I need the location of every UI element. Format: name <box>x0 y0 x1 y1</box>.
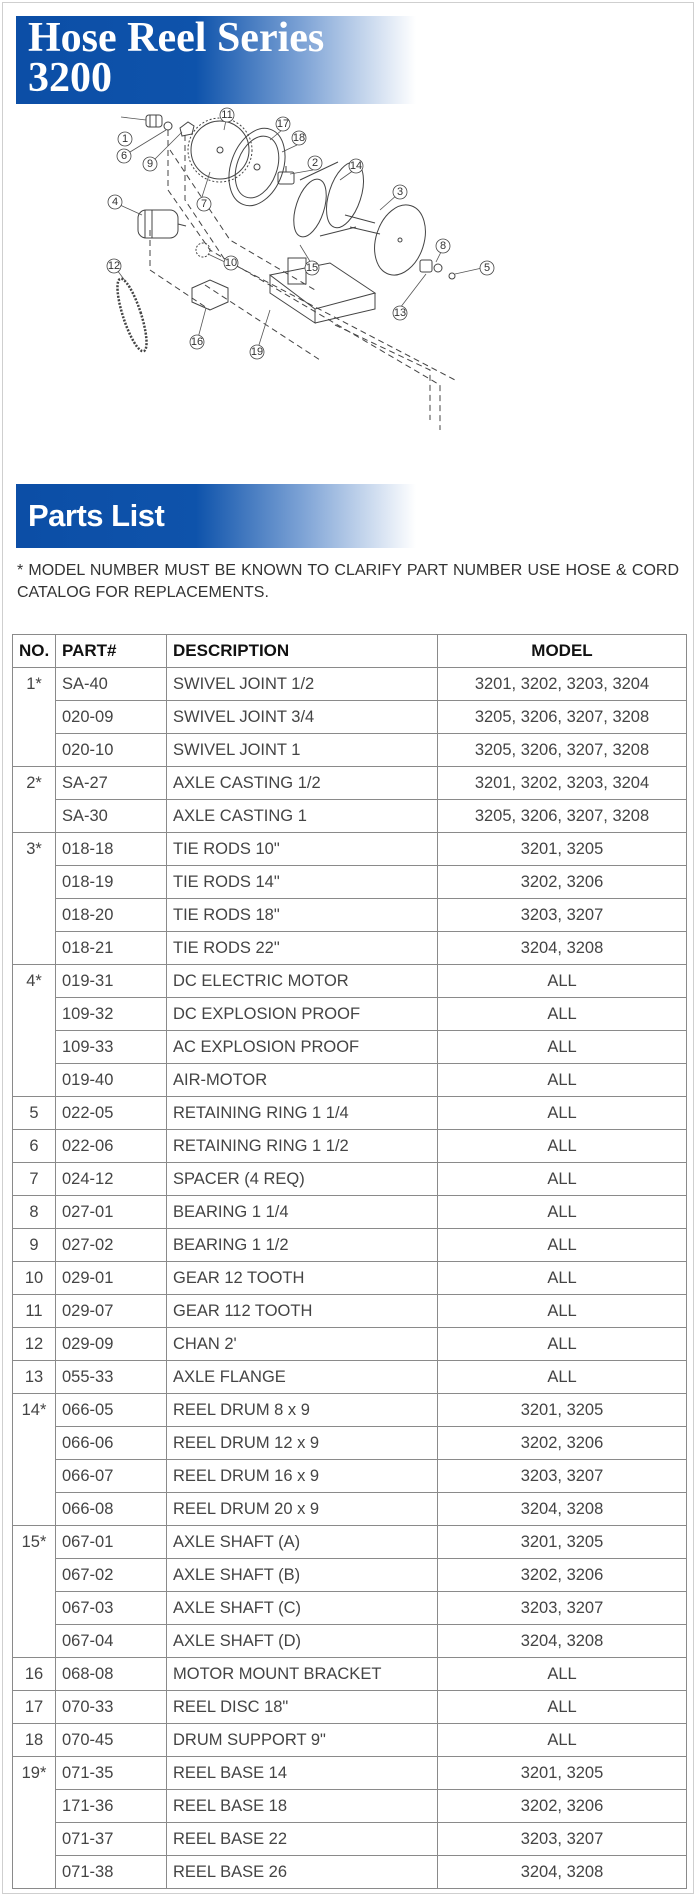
parts-table-header <box>13 635 687 668</box>
model-cell: 3203, 3207 <box>438 899 687 932</box>
model-cell: 3201, 3202, 3203, 3204 <box>438 767 687 800</box>
item-number-cell: 19* <box>13 1757 56 1790</box>
table-row <box>13 998 687 1031</box>
retaining-ring-part <box>164 122 172 130</box>
part-number-cell: 055-33 <box>56 1361 167 1394</box>
model-cell: 3204, 3208 <box>438 1493 687 1526</box>
description-cell: AC EXPLOSION PROOF <box>167 1031 438 1064</box>
callout-8: 8 <box>439 240 447 252</box>
callout-5: 5 <box>483 262 491 274</box>
item-number-cell <box>13 998 56 1031</box>
large-gear-part <box>188 118 252 182</box>
item-number-cell <box>13 734 56 767</box>
item-number-cell <box>13 1427 56 1460</box>
item-number-cell: 17 <box>13 1691 56 1724</box>
small-gear-part <box>196 243 210 257</box>
model-cell: ALL <box>438 965 687 998</box>
description-cell: REEL BASE 22 <box>167 1823 438 1856</box>
part-number-cell: 020-09 <box>56 701 167 734</box>
title-banner <box>16 16 416 104</box>
callout-17: 17 <box>276 118 290 130</box>
model-cell: ALL <box>438 1262 687 1295</box>
item-number-cell <box>13 1823 56 1856</box>
description-cell: REEL DRUM 12 x 9 <box>167 1427 438 1460</box>
parts-table <box>12 634 687 1889</box>
callout-12: 12 <box>107 260 121 272</box>
model-number-note: * MODEL NUMBER MUST BE KNOWN TO CLARIFY PART NUMBER USE HOSE & CORD CATALOG FOR REPLACEMENTS. <box>17 562 679 601</box>
description-cell: TIE RODS 22" <box>167 932 438 965</box>
model-cell: 3201, 3205 <box>438 1526 687 1559</box>
callout-4: 4 <box>111 196 119 208</box>
callout-16: 16 <box>190 336 204 348</box>
description-cell: AXLE SHAFT (C) <box>167 1592 438 1625</box>
table-row <box>13 965 687 998</box>
item-number-cell <box>13 866 56 899</box>
table-row <box>13 833 687 866</box>
description-cell: REEL DISC 18" <box>167 1691 438 1724</box>
part-number-cell: 029-01 <box>56 1262 167 1295</box>
table-row <box>13 932 687 965</box>
part-number-cell: 066-07 <box>56 1460 167 1493</box>
description-cell: CHAN 2' <box>167 1328 438 1361</box>
model-cell: ALL <box>438 1658 687 1691</box>
part-number-cell: 018-19 <box>56 866 167 899</box>
description-cell: GEAR 12 TOOTH <box>167 1262 438 1295</box>
table-row <box>13 767 687 800</box>
table-row <box>13 1328 687 1361</box>
table-row <box>13 866 687 899</box>
header-description: DESCRIPTION <box>167 635 438 668</box>
table-row <box>13 1856 687 1889</box>
retaining-ring-small-part <box>449 273 455 279</box>
part-number-cell: 171-36 <box>56 1790 167 1823</box>
callout-11: 11 <box>221 109 233 121</box>
table-row <box>13 1526 687 1559</box>
bearing-small-part <box>434 264 442 272</box>
description-cell: TIE RODS 10" <box>167 833 438 866</box>
item-number-cell <box>13 1031 56 1064</box>
item-number-cell: 7 <box>13 1163 56 1196</box>
description-cell: REEL DRUM 8 x 9 <box>167 1394 438 1427</box>
header-no: NO. <box>13 635 56 668</box>
model-cell: 3205, 3206, 3207, 3208 <box>438 701 687 734</box>
table-row <box>13 734 687 767</box>
model-cell: 3205, 3206, 3207, 3208 <box>438 734 687 767</box>
part-number-cell: 024-12 <box>56 1163 167 1196</box>
table-row <box>13 1163 687 1196</box>
item-number-cell <box>13 800 56 833</box>
part-number-cell: 068-08 <box>56 1658 167 1691</box>
description-cell: GEAR 112 TOOTH <box>167 1295 438 1328</box>
model-cell: ALL <box>438 1295 687 1328</box>
table-row <box>13 800 687 833</box>
model-cell: 3203, 3207 <box>438 1460 687 1493</box>
model-cell: 3205, 3206, 3207, 3208 <box>438 800 687 833</box>
table-row <box>13 1394 687 1427</box>
model-cell: 3204, 3208 <box>438 932 687 965</box>
description-cell: REEL BASE 26 <box>167 1856 438 1889</box>
table-row <box>13 1361 687 1394</box>
description-cell: AXLE SHAFT (B) <box>167 1559 438 1592</box>
item-number-cell <box>13 1856 56 1889</box>
part-number-cell: 022-05 <box>56 1097 167 1130</box>
description-cell: SWIVEL JOINT 3/4 <box>167 701 438 734</box>
parts-list-title: Parts List <box>28 498 165 533</box>
part-number-cell: 066-05 <box>56 1394 167 1427</box>
callout-1: 1 <box>121 133 129 145</box>
item-number-cell: 1* <box>13 668 56 701</box>
model-cell: ALL <box>438 1031 687 1064</box>
description-cell: MOTOR MOUNT BRACKET <box>167 1658 438 1691</box>
description-cell: AXLE CASTING 1/2 <box>167 767 438 800</box>
description-cell: AXLE SHAFT (D) <box>167 1625 438 1658</box>
part-number-cell: 070-45 <box>56 1724 167 1757</box>
description-cell: REEL DRUM 20 x 9 <box>167 1493 438 1526</box>
item-number-cell: 16 <box>13 1658 56 1691</box>
description-cell: BEARING 1 1/2 <box>167 1229 438 1262</box>
item-number-cell <box>13 1559 56 1592</box>
item-number-cell <box>13 1790 56 1823</box>
item-number-cell <box>13 932 56 965</box>
description-cell: REEL BASE 18 <box>167 1790 438 1823</box>
model-cell: ALL <box>438 1130 687 1163</box>
model-cell: ALL <box>438 1196 687 1229</box>
table-row <box>13 1460 687 1493</box>
part-number-cell: 067-03 <box>56 1592 167 1625</box>
part-number-cell: 018-21 <box>56 932 167 965</box>
item-number-cell: 9 <box>13 1229 56 1262</box>
part-number-cell: 070-33 <box>56 1691 167 1724</box>
table-row <box>13 1559 687 1592</box>
callout-circles <box>107 108 494 359</box>
part-number-cell: 067-01 <box>56 1526 167 1559</box>
description-cell: RETAINING RING 1 1/2 <box>167 1130 438 1163</box>
tie-rods-part <box>345 215 375 223</box>
model-cell: ALL <box>438 998 687 1031</box>
model-cell: 3201, 3205 <box>438 1394 687 1427</box>
model-cell: ALL <box>438 1229 687 1262</box>
model-cell: ALL <box>438 1163 687 1196</box>
page-title-line-1: Hose Reel Series <box>28 15 325 61</box>
part-number-cell: 019-31 <box>56 965 167 998</box>
model-cell: 3204, 3208 <box>438 1625 687 1658</box>
part-number-cell: 066-06 <box>56 1427 167 1460</box>
electric-motor-part <box>138 210 186 238</box>
assembly-guide-lines <box>150 130 455 430</box>
part-number-cell: 018-18 <box>56 833 167 866</box>
description-cell: DC ELECTRIC MOTOR <box>167 965 438 998</box>
model-cell: ALL <box>438 1064 687 1097</box>
description-cell: SWIVEL JOINT 1 <box>167 734 438 767</box>
table-row <box>13 1097 687 1130</box>
table-row <box>13 701 687 734</box>
callout-7: 7 <box>200 198 208 210</box>
model-cell: ALL <box>438 1328 687 1361</box>
table-row <box>13 1427 687 1460</box>
description-cell: AXLE SHAFT (A) <box>167 1526 438 1559</box>
description-cell: DC EXPLOSION PROOF <box>167 998 438 1031</box>
part-number-cell: 067-02 <box>56 1559 167 1592</box>
header-part: PART# <box>56 635 167 668</box>
model-cell: 3201, 3205 <box>438 1757 687 1790</box>
description-cell: SWIVEL JOINT 1/2 <box>167 668 438 701</box>
part-number-cell: 071-38 <box>56 1856 167 1889</box>
table-row <box>13 1130 687 1163</box>
description-cell: AXLE FLANGE <box>167 1361 438 1394</box>
callout-3: 3 <box>396 186 404 198</box>
part-number-cell: 071-35 <box>56 1757 167 1790</box>
table-row <box>13 1064 687 1097</box>
part-number-cell: 022-06 <box>56 1130 167 1163</box>
table-row <box>13 1625 687 1658</box>
part-number-cell: SA-30 <box>56 800 167 833</box>
callout-6: 6 <box>120 150 128 162</box>
axle-casting-part <box>278 166 294 184</box>
part-number-cell: SA-27 <box>56 767 167 800</box>
model-cell: ALL <box>438 1724 687 1757</box>
table-row <box>13 1295 687 1328</box>
part-number-cell: 029-09 <box>56 1328 167 1361</box>
part-number-cell: 067-04 <box>56 1625 167 1658</box>
model-cell: 3204, 3208 <box>438 1856 687 1889</box>
part-number-cell: 109-33 <box>56 1031 167 1064</box>
model-cell: 3202, 3206 <box>438 1559 687 1592</box>
table-row <box>13 668 687 701</box>
item-number-cell: 14* <box>13 1394 56 1427</box>
table-row <box>13 1757 687 1790</box>
description-cell: RETAINING RING 1 1/4 <box>167 1097 438 1130</box>
part-number-cell: 027-01 <box>56 1196 167 1229</box>
item-number-cell: 6 <box>13 1130 56 1163</box>
exploded-parts-diagram <box>107 109 610 450</box>
callout-9: 9 <box>146 158 154 170</box>
part-number-cell: 018-20 <box>56 899 167 932</box>
item-number-cell: 3* <box>13 833 56 866</box>
model-cell: 3201, 3202, 3203, 3204 <box>438 668 687 701</box>
part-number-cell: 066-08 <box>56 1493 167 1526</box>
item-number-cell <box>13 1064 56 1097</box>
description-cell: AXLE CASTING 1 <box>167 800 438 833</box>
table-row <box>13 1592 687 1625</box>
header-model: MODEL <box>438 635 687 668</box>
table-row <box>13 1658 687 1691</box>
item-number-cell <box>13 701 56 734</box>
reel-base-part <box>270 258 375 323</box>
part-number-cell: 019-40 <box>56 1064 167 1097</box>
item-number-cell: 13 <box>13 1361 56 1394</box>
swivel-joint-part <box>146 115 162 127</box>
table-row <box>13 1031 687 1064</box>
item-number-cell: 12 <box>13 1328 56 1361</box>
model-cell: 3201, 3205 <box>438 833 687 866</box>
table-row <box>13 1262 687 1295</box>
item-number-cell: 10 <box>13 1262 56 1295</box>
table-row <box>13 1724 687 1757</box>
model-cell: 3203, 3207 <box>438 1592 687 1625</box>
model-cell: ALL <box>438 1097 687 1130</box>
motor-mount-bracket-part <box>192 280 228 310</box>
axle-flange-part <box>420 260 432 272</box>
description-cell: REEL DRUM 16 x 9 <box>167 1460 438 1493</box>
callout-13: 13 <box>393 307 407 319</box>
table-row <box>13 1229 687 1262</box>
model-cell: 3203, 3207 <box>438 1823 687 1856</box>
description-cell: REEL BASE 14 <box>167 1757 438 1790</box>
item-number-cell <box>13 1460 56 1493</box>
model-cell: 3202, 3206 <box>438 1790 687 1823</box>
description-cell: BEARING 1 1/4 <box>167 1196 438 1229</box>
drum-support-part <box>366 198 434 281</box>
chain-part <box>112 276 153 354</box>
table-row <box>13 1196 687 1229</box>
model-cell: ALL <box>438 1691 687 1724</box>
description-cell: TIE RODS 14" <box>167 866 438 899</box>
model-cell: 3202, 3206 <box>438 866 687 899</box>
item-number-cell: 15* <box>13 1526 56 1559</box>
part-number-cell: SA-40 <box>56 668 167 701</box>
item-number-cell: 18 <box>13 1724 56 1757</box>
callout-18: 18 <box>292 132 306 144</box>
item-number-cell: 2* <box>13 767 56 800</box>
item-number-cell: 11 <box>13 1295 56 1328</box>
table-row <box>13 1691 687 1724</box>
table-row <box>13 1493 687 1526</box>
part-number-cell: 027-02 <box>56 1229 167 1262</box>
reel-disc-part <box>219 121 295 214</box>
part-number-cell: 029-07 <box>56 1295 167 1328</box>
description-cell: DRUM SUPPORT 9" <box>167 1724 438 1757</box>
part-number-cell: 071-37 <box>56 1823 167 1856</box>
part-number-cell: 109-32 <box>56 998 167 1031</box>
item-number-cell: 4* <box>13 965 56 998</box>
callout-2: 2 <box>311 157 319 169</box>
item-number-cell: 8 <box>13 1196 56 1229</box>
item-number-cell <box>13 899 56 932</box>
parts-list-banner <box>16 484 416 548</box>
item-number-cell <box>13 1625 56 1658</box>
model-cell: 3202, 3206 <box>438 1427 687 1460</box>
callout-15: 15 <box>305 262 319 274</box>
model-cell: ALL <box>438 1361 687 1394</box>
callout-10: 10 <box>224 257 238 269</box>
table-row <box>13 1790 687 1823</box>
callout-labels <box>108 109 490 358</box>
callout-leaders <box>117 117 482 348</box>
description-cell: AIR-MOTOR <box>167 1064 438 1097</box>
description-cell: SPACER (4 REQ) <box>167 1163 438 1196</box>
item-number-cell <box>13 1592 56 1625</box>
item-number-cell <box>13 1493 56 1526</box>
page-title <box>28 15 325 101</box>
parts-table-body <box>13 668 687 1889</box>
callout-19: 19 <box>250 346 264 358</box>
callout-14: 14 <box>349 160 363 172</box>
part-number-cell: 020-10 <box>56 734 167 767</box>
table-row <box>13 899 687 932</box>
description-cell: TIE RODS 18" <box>167 899 438 932</box>
page-title-line-2: 3200 <box>28 55 112 101</box>
table-row <box>13 1823 687 1856</box>
item-number-cell: 5 <box>13 1097 56 1130</box>
